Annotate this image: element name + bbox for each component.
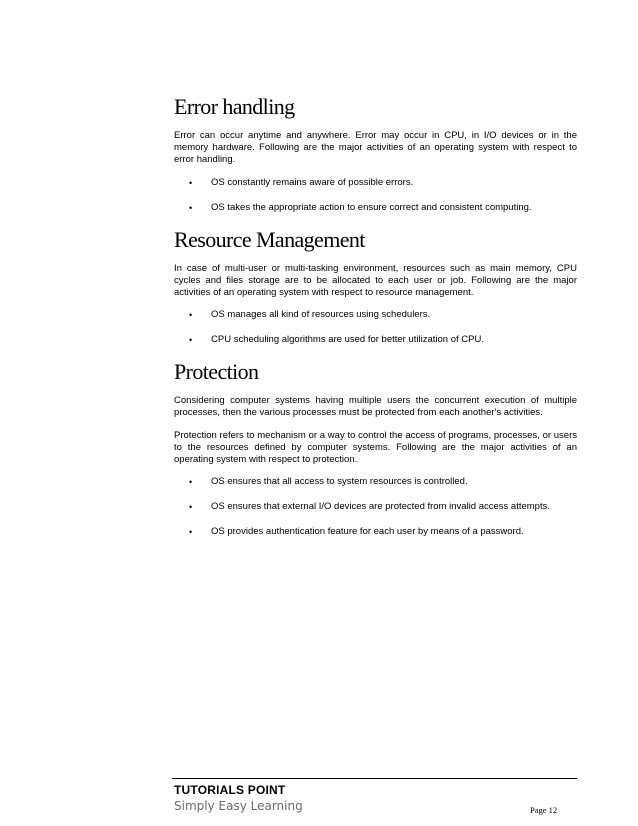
- footer-tagline: Simply Easy Learning: [174, 799, 303, 813]
- list-item-text: OS provides authentication feature for each user by means of a password.: [211, 526, 524, 538]
- bullet-list: [174, 309, 577, 346]
- bullet-icon: •: [189, 502, 193, 513]
- paragraph: Considering computer systems having multiple users the concurrent execution of multiple processes, then the various processes must be protected from each another's activities.: [174, 395, 577, 419]
- list-item-text: OS ensures that external I/O devices are protected from invalid access attempts.: [211, 501, 550, 513]
- list-item-text: OS constantly remains aware of possible errors.: [211, 176, 414, 188]
- list-item-text: CPU scheduling algorithms are used for better utilization of CPU.: [211, 334, 484, 346]
- list-item: [174, 501, 577, 513]
- page-number: Page 12: [530, 805, 558, 815]
- footer-divider: [172, 778, 577, 779]
- list-item: [174, 334, 577, 346]
- paragraph: Protection refers to mechanism or a way to control the access of programs, processes, or users to the resources defined by computer systems. Following are the major activities of an operating system with respect to protection.: [174, 429, 577, 466]
- section-heading: Resource Management: [174, 226, 365, 252]
- list-item: [174, 309, 577, 321]
- page-content: [174, 94, 577, 551]
- bullet-list: [174, 177, 577, 214]
- footer-brand: TUTORIALS POINT: [174, 783, 286, 797]
- list-item: [174, 177, 577, 189]
- list-item-text: OS ensures that all access to system resources is controlled.: [211, 476, 468, 488]
- list-item-text: OS takes the appropriate action to ensure correct and consistent computing.: [211, 201, 532, 213]
- bullet-icon: •: [189, 202, 193, 213]
- bullet-icon: •: [189, 310, 193, 321]
- list-item: [174, 202, 577, 214]
- list-item: [174, 526, 577, 538]
- section-protection: [174, 359, 577, 538]
- paragraph: Error can occur anytime and anywhere. Error may occur in CPU, in I/O devices or in the memory hardware. Following are the major activities of an operating system with respect to error handling.: [174, 130, 577, 166]
- bullet-list: [174, 476, 577, 538]
- bullet-icon: •: [189, 335, 193, 346]
- list-item: [174, 476, 577, 488]
- bullet-icon: •: [189, 477, 193, 488]
- paragraph: In case of multi-user or multi-tasking environment, resources such as main memory, CPU cycles and files storage are to be allocated to each user or job. Following are the major activities of an operating system with respect to resource management.: [174, 262, 577, 299]
- section-resource-management: [174, 227, 577, 347]
- bullet-icon: •: [189, 177, 193, 188]
- bullet-icon: •: [189, 527, 193, 538]
- list-item-text: OS manages all kind of resources using schedulers.: [211, 309, 431, 321]
- section-heading: Protection: [174, 359, 259, 385]
- section-heading: Error handling: [174, 94, 295, 119]
- section-error-handling: [174, 94, 577, 214]
